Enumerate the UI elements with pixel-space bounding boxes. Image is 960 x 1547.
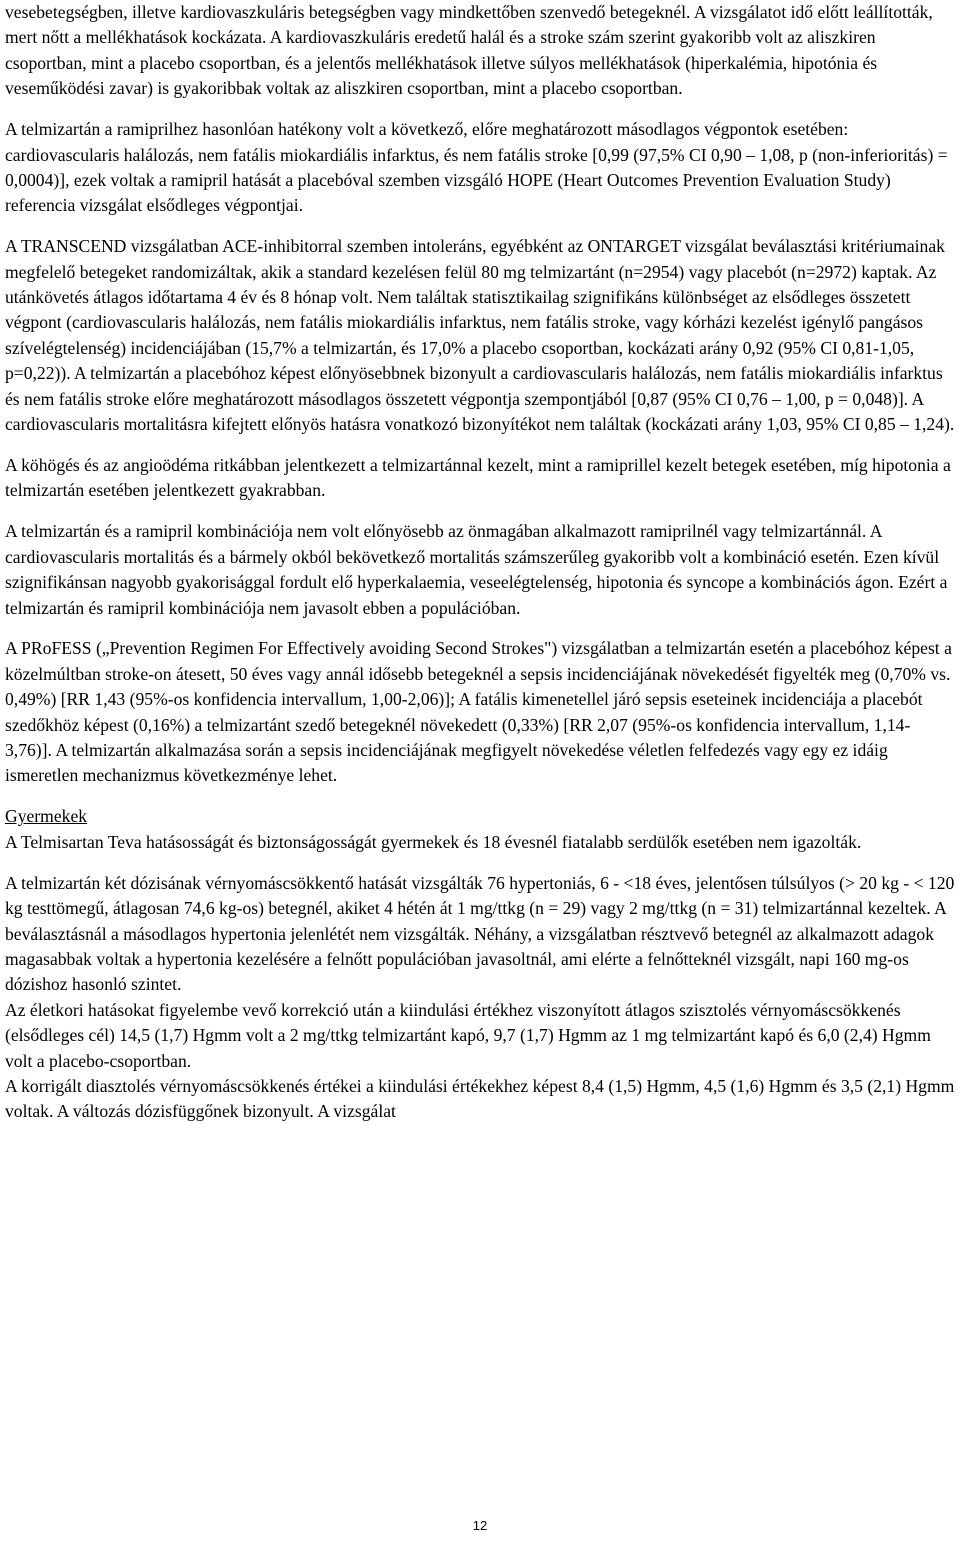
page-number: 12 <box>472 1518 488 1533</box>
paragraph-pediatric-intro: A Telmisartan Teva hatásosságát és biztonságosságát gyermekek és 18 évesnél fiatalabb serdülők esetében nem igazolták. <box>5 831 862 852</box>
paragraph-cough-angioedema: A köhögés és az angioödéma ritkábban jelentkezett a telmizartánnal kezelt, mint a ramiprillel kezelt betegek esetében, míg hipotonia a telmizartán esetében jelentkezett gyakrabban. <box>5 455 951 501</box>
paragraph-pediatric-systolic: Az életkori hatásokat figyelembe vevő korrekció után a kiindulási értékhez viszonyított átlagos szisztolés vérnyomáscsökkenés (elsődleges cél) 14,5 (1,7) Hgmm volt a 2 mg/ttkg telmizartánt kapó, 9,7 (1,7) Hgmm az 1 mg telmizartánt kapó és 6,0 (2,4) Hgmm volt a placebo-csoportban. <box>5 999 931 1071</box>
paragraph-pediatric-diastolic: A korrigált diasztolés vérnyomáscsökkenés értékei a kiindulási értékekhez képest 8,4 (1,5) Hgmm, 4,5 (1,6) Hgmm és 3,5 (2,1) Hgmm voltak. A változás dózisfüggőnek bizonyult. A vizsgálat <box>5 1075 955 1122</box>
document-page <box>5 0 955 1125</box>
section-heading-pediatric: Gyermekek <box>5 806 88 827</box>
paragraph-transcend-study: A TRANSCEND vizsgálatban ACE-inhibitorral szemben intoleráns, egyébként az ONTARGET vizsgálat beválasztási kritériumainak megfelelő betegeket randomizáltak, akik a standard kezelésen felül 80 mg telmizartánt (n=2954) vagy placebót (n=2972) kaptak. Az utánkövetés átlagos időtartama 4 év és 8 hónap volt. Nem találtak statisztikailag szignifikáns különbséget az elsődleges összetett végpont (cardiovascularis halálozás, nem fatális miokardiális infarktus, nem fatális stroke, vagy kórházi kezelést igénylő pangásos szívelégtelenség) incidenciájában (15,7% a telmizartán, és 17,0% a placebo csoportban, kockázati arány 0,92 (95% CI 0,81-1,05, p=0,22)). A telmizartán a placebóhoz képest előnyösebbnek bizonyult a cardiovascularis halálozás, nem fatális miokardiális infarktus és nem fatális stroke előre meghatározott másodlagos összetett végpontja szempontjából [0,87 (95% CI 0,76 – 1,00, p = 0,048)]. A cardiovascularis mortalitásra kifejtett előnyös hatásra vonatkozó bizonyítékot nem találtak (kockázati arány 1,03, 95% CI 0,85 – 1,24). <box>5 236 955 435</box>
paragraph-combination-therapy: A telmizartán és a ramipril kombinációja nem volt előnyösebb az önmagában alkalmazott ramiprilnél vagy telmizartánnál. A cardiovascularis mortalitás és a bármely okból bekövetkező mortalitás számszerűleg gyakoribb volt a kombináció esetén. Ezen kívül szignifikánsan nagyobb gyakorisággal fordult elő hyperkalaemia, veseelégtelenség, hipotonia és syncope a kombinációs ágon. Ezért a telmizartán és ramipril kombinációja nem javasolt ebben a populációban. <box>5 521 948 618</box>
paragraph-pediatric-study: A telmizartán két dózisának vérnyomáscsökkentő hatását vizsgálták 76 hypertoniás, 6 - <18 éves, jelentősen túlsúlyos (> 20 kg - < 120 kg testtömegű, átlagosan 74,6 kg-os) betegnél, akiket 4 hétén át 1 mg/ttkg (n = 29) vagy 2 mg/ttkg (n = 31) telmizartánnal kezeltek. A beválasztásnál a másodlagos hypertonia jelenlétét nem vizsgálták. Néhány, a vizsgálatban résztvevő betegnél az alkalmazott adagok magasabbak voltak a hypertonia kezelésére a felnőtt populációban javasoltnál, ami elérte a felnőtteknél vizsgált, napi 160 mg-os dózishoz hasonló szintet. <box>5 872 955 995</box>
paragraph-aliskiren-results: vesebetegségben, illetve kardiovaszkuláris betegségben vagy mindkettőben szenvedő betegeknél. A vizsgálatot idő előtt leállították, mert nőtt a mellékhatások kockázata. A kardiovaszkuláris eredetű halál és a stroke szám szerint gyakoribb volt az aliszkiren csoportban, mint a placebo csoportban, és a jelentős mellékhatások illetve súlyos mellékhatások (hiperkalémia, hipotónia és veseműködési zavar) is gyakoribbak voltak az aliszkiren csoportban, mint a placebo csoportban. <box>5 2 933 99</box>
paragraph-secondary-endpoints: A telmizartán a ramiprilhez hasonlóan hatékony volt a következő, előre meghatározott másodlagos végpontok esetében: cardiovascularis halálozás, nem fatális miokardiális infarktus, és nem fatális stroke [0,99 (97,5% CI 0,90 – 1,08, p (non-inferioritás) = 0,0004)], ezek voltak a ramipril hatását a placebóval szemben vizsgáló HOPE (Heart Outcomes Prevention Evaluation Study) referencia vizsgálat elsődleges végpontjai. <box>5 119 948 216</box>
paragraph-profess-study: A PRoFESS („Prevention Regimen For Effectively avoiding Second Strokes") vizsgálatban a telmizartán esetén a placebóhoz képest a közelmúltban stroke-on átesett, 50 éves vagy annál idősebb betegeknél a sepsis incidenciájának növekedését figyelték meg (0,70% vs. 0,49%) [RR 1,43 (95%-os konfidencia intervallum, 1,00-2,06)]; A fatális kimenetellel járó sepsis eseteinek incidenciája a placebót szedőkhöz képest (0,16%) a telmizartánt szedő betegeknél növekedett (0,33%) [RR 2,07 (95%-os konfidencia intervallum, 1,14-3,76)]. A telmizartán alkalmazása során a sepsis incidenciájának megfigyelt növekedése véletlen felfedezés vagy egy ez idáig ismeretlen mechanizmus következménye lehet. <box>5 638 952 786</box>
section-pediatric <box>5 804 955 855</box>
